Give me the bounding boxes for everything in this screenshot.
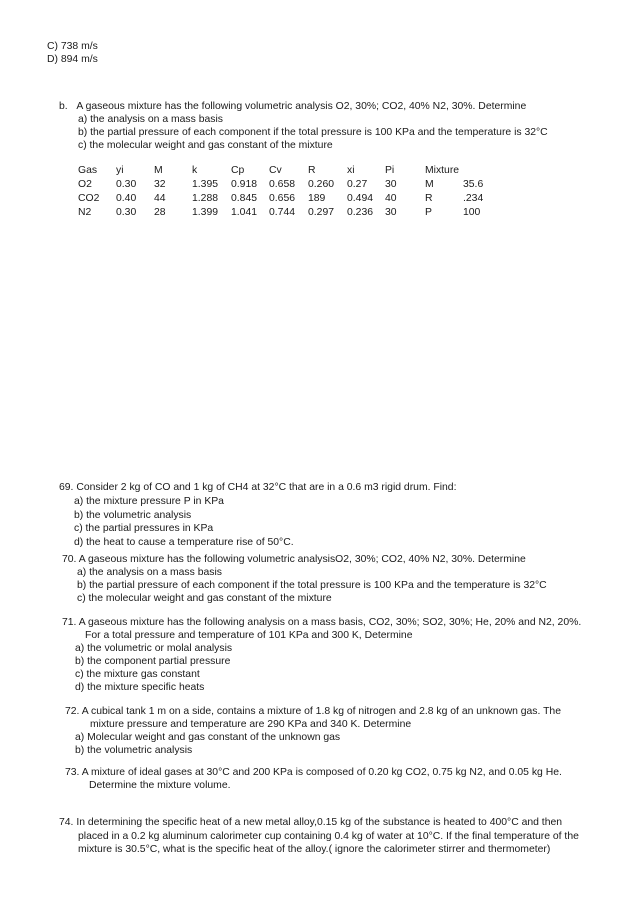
problem-70-part-a: a) the analysis on a mass basis: [77, 567, 222, 578]
problem-74: [59, 816, 579, 857]
problem-74-line-1: 74. In determining the specific heat of a new metal alloy,0.15 kg of the substance is heated to 400°C and then: [59, 817, 563, 828]
table-cell: R: [425, 193, 433, 204]
problem-69-part-a: a) the mixture pressure P in KPa: [74, 495, 224, 507]
table-cell: 189: [308, 193, 326, 204]
choice-c: C) 738 m/s: [47, 41, 98, 52]
problem-71-part-a: a) the volumetric or molal analysis: [75, 643, 233, 654]
table-cell: 0.744: [269, 207, 296, 218]
problem-69-stem: 69. Consider 2 kg of CO and 1 kg of CH4 at 32°C that are in a 0.6 m3 rigid drum. Find:: [59, 482, 457, 493]
table-cell: 1.395: [192, 179, 219, 190]
problem-70-part-b: b) the partial pressure of each component if the total pressure is 100 KPa and the temperature is 32°C: [77, 580, 547, 591]
problem-70-stem: 70. A gaseous mixture has the following volumetric analysisO2, 30%; CO2, 40% N2, 30%. Determine: [62, 554, 526, 565]
table-cell: CO2: [78, 193, 100, 204]
problem-71-part-b: b) the component partial pressure: [75, 656, 231, 667]
col-header: k: [192, 165, 198, 176]
col-header: xi: [347, 165, 355, 176]
table-cell: 0.30: [116, 179, 137, 190]
col-header: Cp: [231, 165, 245, 176]
table-cell: 0.658: [269, 179, 296, 190]
col-header: Pi: [385, 165, 395, 176]
table-cell: P: [425, 207, 432, 218]
table-cell: 44: [154, 193, 166, 204]
problem-70-part-c: c) the molecular weight and gas constant of the mixture: [77, 593, 332, 604]
table-cell: .234: [463, 193, 484, 204]
problem-73: [65, 766, 562, 792]
problem-71-stem-cont: For a total pressure and temperature of 101 KPa and 300 K, Determine: [85, 630, 413, 641]
table-cell: 1.399: [192, 207, 219, 218]
problem-72-stem-cont: mixture pressure and temperature are 290 KPa and 340 K. Determine: [90, 719, 412, 730]
table-cell: M: [425, 179, 434, 190]
problem-70: [62, 553, 547, 605]
problem-72: [65, 705, 561, 757]
problem-71-part-d: d) the mixture specific heats: [75, 682, 205, 693]
problem-73-stem: 73. A mixture of ideal gases at 30°C and 200 KPa is composed of 0.20 kg CO2, 0.75 kg N2, and 0.05 kg He.: [65, 767, 562, 778]
table-cell: 0.236: [347, 207, 374, 218]
col-header: Cv: [269, 165, 282, 176]
problem-69-part-d: d) the heat to cause a temperature rise of 50°C.: [74, 537, 294, 549]
problem-69-part-c: c) the partial pressures in KPa: [74, 523, 214, 535]
table-cell: 0.40: [116, 193, 137, 204]
problem-74-line-3: mixture is 30.5°C, what is the specific heat of the alloy.( ignore the calorimeter stirrer and thermometer): [78, 844, 551, 856]
problem-72-part-b: b) the volumetric analysis: [75, 745, 193, 756]
problem-69-part-b: b) the volumetric analysis: [74, 509, 192, 521]
table-cell: 0.494: [347, 193, 374, 204]
problem-74-line-2: placed in a 0.2 kg aluminum calorimeter cup containing 0.4 kg of water at 10°C. If the final temperature of the: [78, 830, 579, 842]
col-header: Gas: [78, 165, 98, 176]
table-cell: 100: [463, 207, 481, 218]
table-cell: 1.041: [231, 207, 258, 218]
problem-71-part-c: c) the mixture gas constant: [75, 669, 200, 680]
table-cell: O2: [78, 179, 92, 190]
table-cell: 35.6: [463, 179, 484, 190]
col-header: R: [308, 165, 316, 176]
table-cell: 0.30: [116, 207, 137, 218]
problem-72-part-a: a) Molecular weight and gas constant of the unknown gas: [75, 732, 341, 743]
table-cell: 1.288: [192, 193, 219, 204]
table-cell: 32: [154, 179, 166, 190]
table-cell: 0.27: [347, 179, 368, 190]
table-cell: 28: [154, 207, 166, 218]
col-header: yi: [116, 165, 124, 176]
table-cell: 0.260: [308, 179, 335, 190]
problem-71-stem: 71. A gaseous mixture has the following analysis on a mass basis, CO2, 30%; SO2, 30%; He, 20% and N2, 20%.: [62, 617, 582, 628]
table-cell: 30: [385, 179, 397, 190]
problem-b-part-c: c) the molecular weight and gas constant of the mixture: [78, 140, 333, 151]
col-header: M: [154, 165, 163, 176]
table-cell: 0.845: [231, 193, 258, 204]
table-cell: 0.297: [308, 207, 335, 218]
table-cell: 0.656: [269, 193, 296, 204]
problem-b: [59, 100, 548, 152]
problem-b-part-a: a) the analysis on a mass basis: [78, 114, 223, 125]
table-cell: 0.918: [231, 179, 258, 190]
problem-69: [59, 481, 456, 550]
top-choices: [47, 40, 98, 66]
problem-73-stem-cont: Determine the mixture volume.: [89, 780, 231, 791]
table-cell: N2: [78, 207, 92, 218]
table-cell: 40: [385, 193, 397, 204]
problem-71: [62, 616, 581, 694]
problem-b-label: b.: [59, 101, 68, 112]
table-cell: 30: [385, 207, 397, 218]
choice-d: D) 894 m/s: [47, 54, 98, 65]
problem-b-stem: A gaseous mixture has the following volumetric analysis O2, 30%; CO2, 40% N2, 30%. Determine: [76, 101, 527, 112]
problem-72-stem: 72. A cubical tank 1 m on a side, contains a mixture of 1.8 kg of nitrogen and 2.8 kg of an unknown gas. The: [65, 706, 561, 717]
col-header: Mixture: [425, 165, 460, 176]
problem-b-part-b: b) the partial pressure of each component if the total pressure is 100 KPa and the temperature is 32°C: [78, 127, 548, 138]
